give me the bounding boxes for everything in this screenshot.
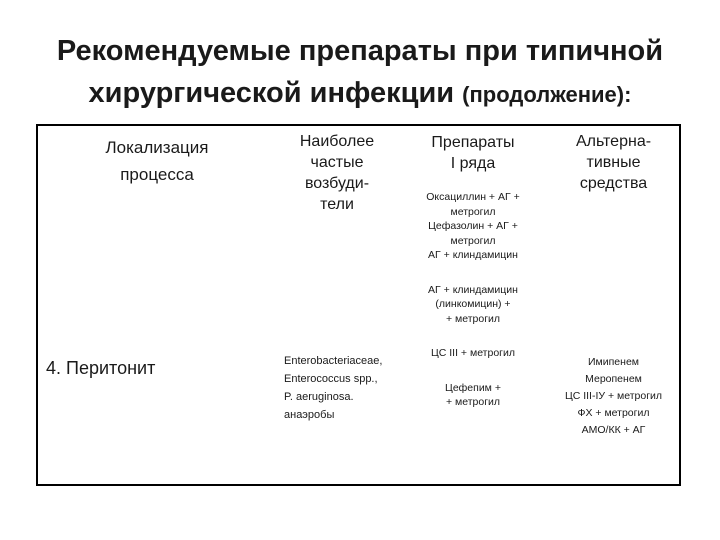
first-line-entry (398, 190, 548, 219)
alternative-item: АМО/КК + АГ (581, 424, 646, 436)
first-line-text: + метрогил (445, 396, 501, 408)
first-line-entry (398, 346, 548, 361)
header-localization-line: Локализация (105, 138, 209, 157)
first-line-text: метрогил (450, 234, 496, 247)
first-line-entry (398, 381, 548, 410)
header-alternatives-line: Альтерна- (575, 133, 652, 150)
first-line-entry (398, 248, 548, 263)
title-line-2-paren: (продолжение): (462, 82, 632, 107)
header-pathogens-line: Наиболее (299, 133, 375, 150)
header-pathogens-line: частые (310, 154, 364, 171)
first-line-entry (398, 283, 548, 327)
header-first-line-line: Препараты (431, 134, 515, 151)
first-line-text: ЦС III + метрогил (430, 347, 515, 359)
pathogen-item: P. aeruginosa. (284, 391, 354, 403)
first-line-entry (398, 219, 548, 248)
cell-alternatives (548, 220, 679, 484)
cell-pathogens (276, 220, 398, 484)
first-line-text: АГ + клиндамицин (428, 249, 518, 261)
cell-first-line (398, 190, 548, 484)
header-alternatives-line: средства (579, 175, 648, 192)
header-localization-line: процесса (120, 165, 194, 184)
title-line-2-main: хирургической инфекции (88, 77, 463, 109)
first-line-text: + метрогил (445, 312, 501, 325)
title-line-2 (0, 72, 720, 116)
first-line-text: Цефазолин + АГ + (428, 220, 518, 232)
title-line-1: Рекомендуемые препараты при типичной (56, 35, 664, 67)
header-first-line-line: I ряда (450, 155, 496, 172)
pathogen-item: анаэробы (284, 409, 335, 421)
header-pathogens (276, 126, 398, 220)
drug-table (36, 124, 681, 486)
alternative-item: Меропенем (585, 373, 642, 385)
first-line-text: метрогил (450, 205, 496, 218)
header-alternatives-line: тивные (586, 154, 641, 171)
pathogen-item: Enterobacteriaceae, (284, 355, 383, 367)
header-localization (38, 126, 276, 220)
cell-location: 4. Перитонит (46, 358, 156, 378)
header-pathogens-line: тели (320, 196, 354, 213)
first-line-text: Оксациллин + АГ + (426, 191, 520, 203)
pathogen-item: Enterococcus spp., (284, 373, 378, 385)
alternative-item: ЦС III-IУ + метрогил (564, 390, 663, 402)
header-alternatives (548, 126, 679, 220)
first-line-text: Цефепим + (445, 381, 501, 394)
alternative-item: ФХ + метрогил (577, 407, 650, 419)
slide-title (0, 30, 720, 116)
first-line-text: (линкомицин) + (435, 298, 511, 310)
first-line-text: АГ + клиндамицин (428, 283, 518, 296)
alternative-item: Имипенем (587, 356, 639, 368)
header-pathogens-line: возбуди- (304, 175, 370, 192)
